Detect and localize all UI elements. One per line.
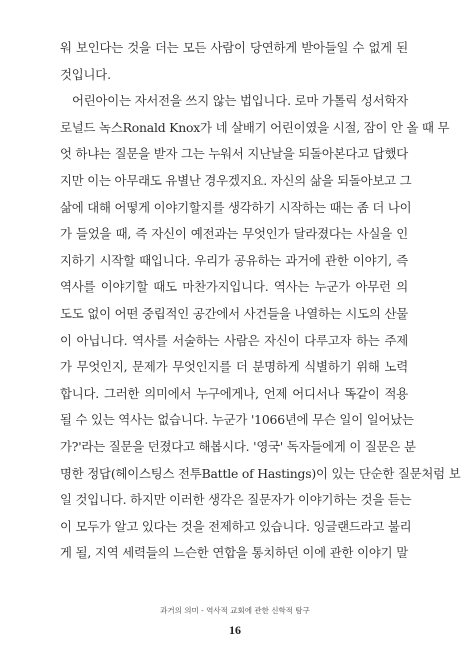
text-line: 삶에 대해 어떻게 이야기할지를 생각하기 시작하는 때는 좀 더 나이 [60,199,412,215]
text-line: 어린아이는 자서전을 쓰지 않는 법입니다. 로마 가톨릭 성서학자 [72,93,408,109]
running-footer-title: 과거의 의미 - 역사적 교회에 관한 신학적 탐구 [160,606,310,615]
body-text [60,35,461,567]
page-number: 16 [229,623,241,637]
text-line: 것입니다. [60,66,111,82]
text-line: 이 아닙니다. 역사를 서술하는 사람은 자신이 다루고자 하는 주제 [60,332,408,348]
text-line: 워 보인다는 것을 더는 모든 사람이 당연하게 받아들일 수 없게 된 [60,40,408,55]
text-line: 될 수 있는 역사는 없습니다. 누군가 '1066년에 무슨 일이 일어났는 [60,412,414,428]
text-line: 지만 이는 아무래도 유별난 경우겠지요. 자신의 삶을 되돌아보고 그 [60,172,412,188]
text-line: 로널드 녹스Ronald Knox가 네 살배기 어린이였을 시절, 잠이 안 올 때 무 [60,119,450,135]
text-line: 도도 없이 어떤 중립적인 공간에서 사건들을 나열하는 시도의 산물 [60,305,408,321]
text-line: 일 것입니다. 하지만 이러한 생각은 질문자가 이야기하는 것을 듣는 [60,492,412,508]
text-line: 합니다. 그러한 의미에서 누구에게나, 언제 어디서나 똑같이 적용 [60,385,408,401]
text-line: 이 모두가 알고 있다는 것을 전제하고 있습니다. 잉글랜드라고 불리 [60,518,412,534]
text-line: 엇 하냐는 질문을 받자 그는 누워서 지난날을 되돌아본다고 답했다 [60,146,408,162]
text-line: 역사를 이야기할 때도 마찬가지입니다. 역사는 누군가 아무런 의 [60,279,408,295]
text-line: 게 될, 지역 세력들의 느슨한 연합을 통치하던 이에 관한 이야기 말 [60,545,408,561]
text-line: 지하기 시작할 때입니다. 우리가 공유하는 과거에 관한 이야기, 즉 [60,252,408,268]
text-line: 가 들었을 때, 즉 자신이 예전과는 무엇인가 달라졌다는 사실을 인 [60,226,408,242]
text-line: 가?'라는 질문을 던졌다고 해봅시다. '영국' 독자들에게 이 질문은 분 [60,438,416,454]
text-line: 명한 정답(헤이스팅스 전투Battle of Hastings)이 있는 단순한 질문처럼 보 [60,465,461,481]
text-line: 가 무엇인지, 문제가 무엇인지를 더 분명하게 식별하기 위해 노력 [60,359,408,375]
